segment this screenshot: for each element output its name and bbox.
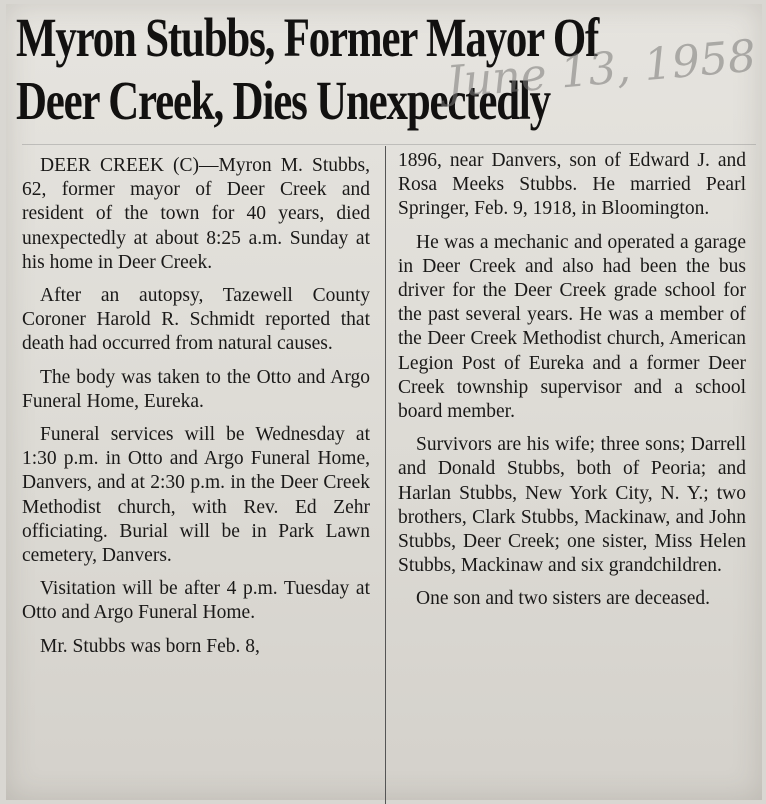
- paragraph: Funeral services will be Wednesday at 1:30 p.m. in Otto and Argo Funeral Home, Danvers, and at 2:30 p.m. in the Deer Creek Methodist church, with Rev. Ed Zehr officiating. Burial will be in Park Lawn cemetery, Danvers.: [22, 424, 370, 567]
- headline-line-1: Myron Stubbs, Former Mayor Of: [16, 7, 599, 68]
- newspaper-clipping: [6, 4, 762, 800]
- article-column-left: [22, 154, 370, 668]
- paragraph: Visitation will be after 4 p.m. Tuesday at Otto and Argo Funeral Home.: [22, 578, 370, 624]
- paragraph: One son and two sisters are deceased.: [416, 588, 711, 610]
- divider: [22, 144, 756, 145]
- paragraph: Survivors are his wife; three sons; Darrell and Donald Stubbs, both of Peoria; and Harlan Stubbs, New York City, N. Y.; two brothers, Clark Stubbs, Mackinaw, and John Stubbs, Deer Creek; one sister, Miss Helen Stubbs, Mackinaw and six grandchildren.: [398, 434, 746, 577]
- paragraph: DEER CREEK (C)—Myron M. Stubbs, 62, former mayor of Deer Creek and resident of the town for 40 years, died unexpectedly at about 8:25 a.m. Sunday at his home in Deer Creek.: [22, 155, 370, 273]
- headline-line-2: Deer Creek, Dies Unexpectedly: [16, 70, 550, 131]
- paragraph: Mr. Stubbs was born Feb. 8,: [40, 635, 260, 657]
- paragraph: 1896, near Danvers, son of Edward J. and Rosa Meeks Stubbs. He married Pearl Springer, Feb. 9, 1918, in Bloomington.: [398, 150, 746, 220]
- paragraph: After an autopsy, Tazewell County Coroner Harold R. Schmidt reported that death had occurred from natural causes.: [22, 285, 370, 355]
- paragraph: The body was taken to the Otto and Argo Funeral Home, Eureka.: [22, 366, 370, 412]
- paragraph: He was a mechanic and operated a garage in Deer Creek and also had been the bus driver for the Deer Creek grade school for the past several years. He was a member of the Deer Creek Methodist church, American Legion Post of Eureka and a former Deer Creek township supervisor and a school board member.: [398, 231, 746, 423]
- article-column-right: [398, 149, 746, 621]
- column-divider: [385, 146, 386, 804]
- handwritten-date: June 13, 1958: [444, 30, 758, 109]
